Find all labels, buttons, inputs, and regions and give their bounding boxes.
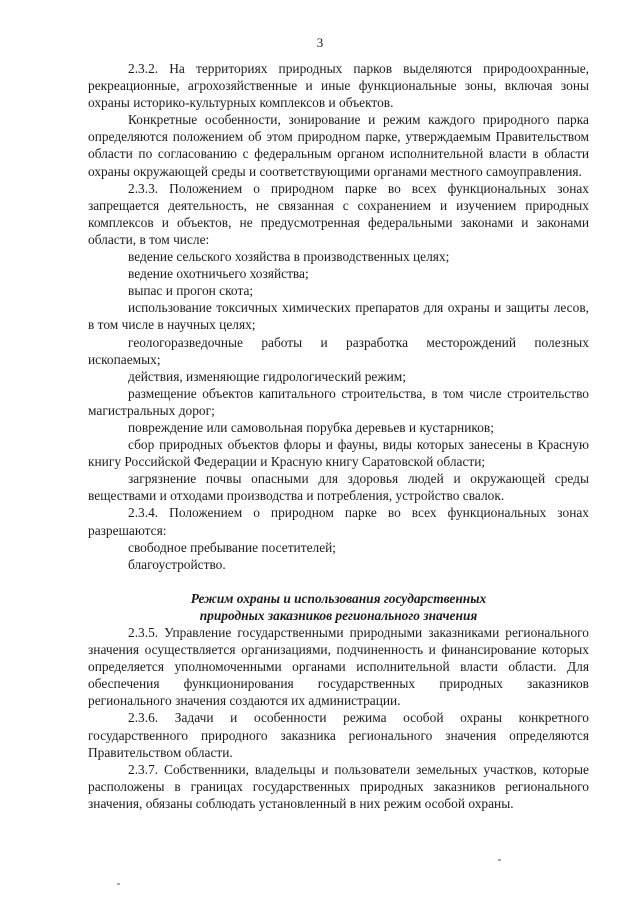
list-item: ведение охотничьего хозяйства; <box>128 266 309 282</box>
paragraph-2-3-4: 2.3.4. Положением о природном парке во всех функциональных зонах разрешаются: <box>88 505 589 538</box>
scan-speck <box>498 859 501 861</box>
list-item: повреждение или самовольная порубка деревьев и кустарников; <box>128 419 494 435</box>
section-heading <box>88 590 589 624</box>
list-item: размещение объектов капитального строительства, в том числе строительство магистральных дорог; <box>88 385 589 418</box>
document-body <box>88 60 589 812</box>
list-item: использование токсичных химических препаратов для охраны и защиты лесов, в том числе в научных целях; <box>88 300 589 333</box>
list-item: благоустройство. <box>128 556 226 572</box>
paragraph-2-3-6: 2.3.6. Задачи и особенности режима особой охраны конкретного государственного природного заказника регионального значения определяются Правительством области. <box>88 710 589 760</box>
section-heading-line: Режим охраны и использования государственных <box>190 590 487 606</box>
section-spacer <box>88 573 589 590</box>
list-item: действия, изменяющие гидрологический режим; <box>128 368 406 384</box>
scan-speck <box>117 883 120 885</box>
paragraph-2-3-2: 2.3.2. На территориях природных парков выделяются природоохранные, рекреационные, агрохозяйственные и иные функциональные зоны, включая зоны охраны историко-культурных комплексов и объектов. <box>88 61 589 111</box>
list-item: свободное пребывание посетителей; <box>128 539 337 555</box>
list-item: геологоразведочные работы и разработка месторождений полезных ископаемых; <box>88 334 589 367</box>
list-item: сбор природных объектов флоры и фауны, виды которых занесены в Красную книгу Российской Федерации и Красную книгу Саратовской области; <box>88 437 589 470</box>
paragraph-2-3-5: 2.3.5. Управление государственными природными заказниками регионального значения осуществляется организациями, подчиненность и финансирование которых определяется уполномоченными органами исполнительной власти области. Для обеспечения функционирования государственных природных заказников регионального значения создаются их администрации. <box>88 625 589 709</box>
list-item: выпас и прогон скота; <box>128 283 254 299</box>
paragraph-park-features: Конкретные особенности, зонирование и режим каждого природного парка определяются положением об этом природном парке, утверждаемым Правительством области по согласованию с федеральным органом исполнительной власти в области охраны окружающей среды и соответствующими органами местного самоуправления. <box>88 112 589 179</box>
paragraph-2-3-7: 2.3.7. Собственники, владельцы и пользователи земельных участков, которые расположены в границах государственных природных заказников регионального значения, обязаны соблюдать установленный в них режим особой охраны. <box>88 761 589 811</box>
list-item: загрязнение почвы опасными для здоровья людей и окружающей среды веществами и отходами производства и потребления, устройство свалок. <box>88 471 589 504</box>
list-item: ведение сельского хозяйства в производственных целях; <box>128 249 450 265</box>
section-heading-line: природных заказников регионального значения <box>199 607 478 623</box>
page-number: 3 <box>316 35 324 50</box>
paragraph-2-3-3: 2.3.3. Положением о природном парке во всех функциональных зонах запрещается деятельность, не связанная с сохранением и изучением природных комплексов и объектов, не предусмотренная федеральными законами и законами области, в том числе: <box>88 180 589 247</box>
